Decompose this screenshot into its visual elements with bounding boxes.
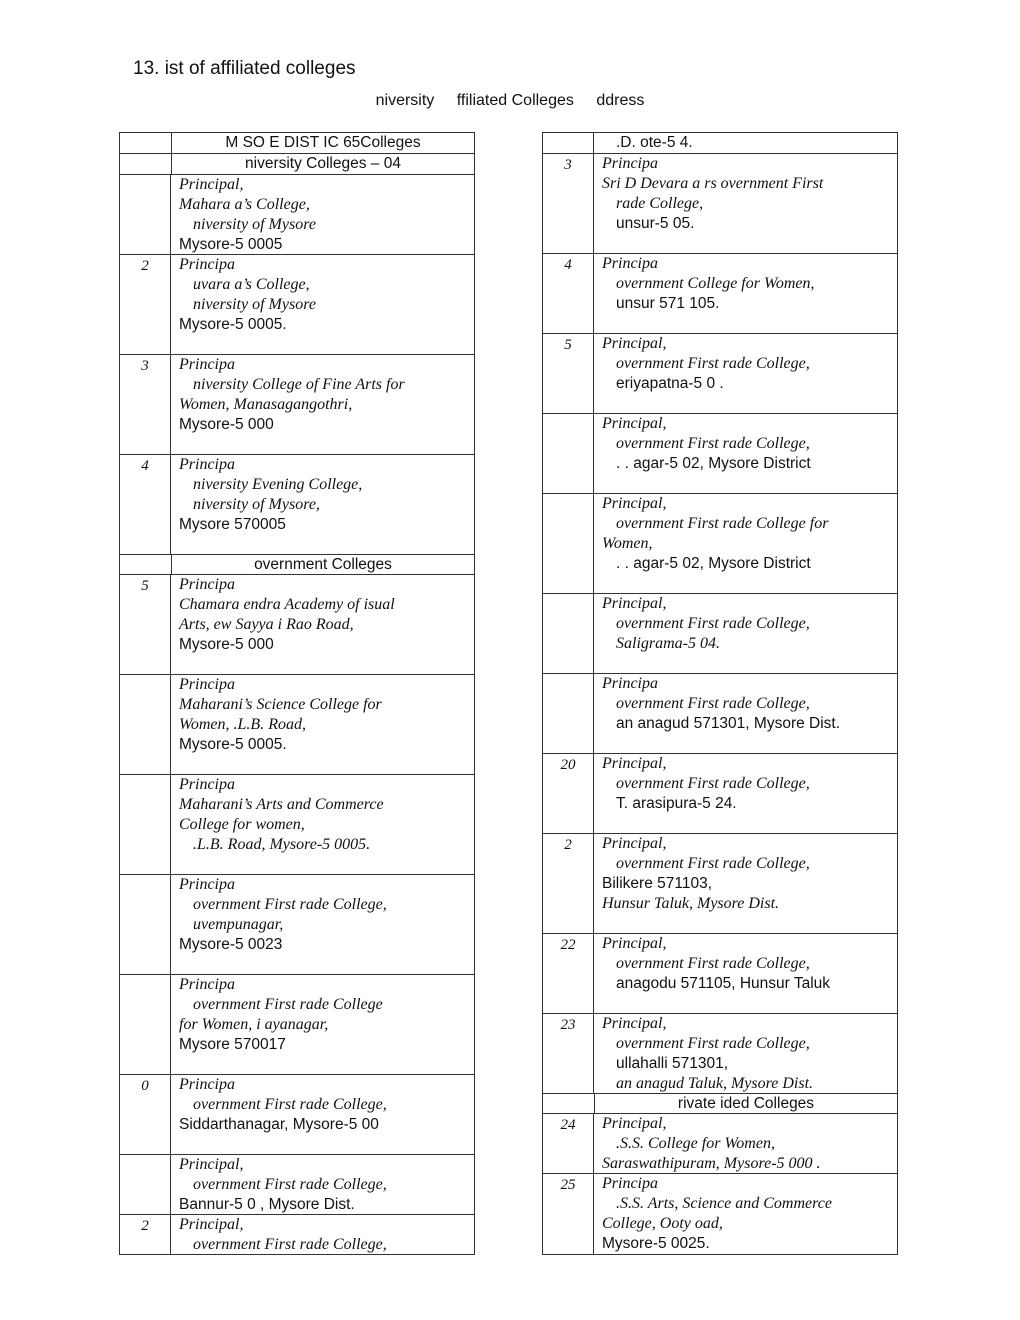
private-header-row <box>543 1094 897 1114</box>
address-line: Principa <box>179 456 235 473</box>
address-line: Saligrama-5 04. <box>616 635 720 652</box>
entry-address <box>179 255 474 335</box>
entry-number <box>543 594 594 673</box>
address-line: Mysore-5 0005 <box>179 236 283 253</box>
entry-number: 3 <box>543 154 594 253</box>
address-line: an anagud Taluk, Mysore Dist. <box>616 1075 814 1092</box>
entry-address <box>179 575 474 655</box>
address-line: Principal, <box>602 1115 667 1132</box>
address-line: Principa <box>602 1175 658 1192</box>
entry-number: 25 <box>543 1174 594 1254</box>
address-line: Principa <box>179 256 235 273</box>
college-entry <box>543 494 897 594</box>
entry-address <box>602 133 897 153</box>
entry-number: 22 <box>543 934 594 1013</box>
entry-number <box>543 133 594 153</box>
address-line: overnment First rade College, <box>193 896 387 913</box>
entry-address <box>602 494 897 574</box>
address-line: Principa <box>179 356 235 373</box>
entry-number: 4 <box>120 455 171 554</box>
college-entry <box>543 1014 897 1094</box>
entry-address <box>179 775 474 855</box>
college-entry <box>543 154 897 254</box>
right-college-table <box>542 132 898 1255</box>
college-entry <box>120 1155 474 1215</box>
address-line: Sri D Devara a rs overnment First <box>602 175 824 192</box>
college-entry <box>543 254 897 334</box>
address-line: niversity of Mysore <box>193 296 316 313</box>
address-line: Principal, <box>179 1216 244 1233</box>
address-line: Mysore-5 0023 <box>179 936 283 953</box>
address-line: overnment First rade College for <box>616 515 829 532</box>
address-line: Mysore-5 0005. <box>179 316 287 333</box>
entry-number: 23 <box>543 1014 594 1093</box>
address-line: overnment First rade College, <box>193 1096 387 1113</box>
entry-address <box>179 675 474 755</box>
entry-address <box>602 334 897 394</box>
address-line: overnment First rade College, <box>616 695 810 712</box>
entry-number <box>543 674 594 753</box>
entry-address <box>602 414 897 474</box>
college-entry <box>120 875 474 975</box>
private-aided-header: rivate ided Colleges <box>677 1095 815 1112</box>
university-header-row <box>120 154 474 175</box>
entry-address <box>602 594 897 654</box>
address-line: College, Ooty oad, <box>602 1215 723 1232</box>
address-line: niversity Evening College, <box>193 476 363 493</box>
entry-number <box>543 414 594 493</box>
address-line: Principal, <box>602 835 667 852</box>
entry-address <box>179 875 474 955</box>
entry-number: 4 <box>543 254 594 333</box>
entry-address <box>602 254 897 314</box>
address-line: Principa <box>179 876 235 893</box>
address-line: Principal, <box>602 415 667 432</box>
address-line: Maharani’s Science College for <box>179 696 382 713</box>
entry-number: 24 <box>543 1114 594 1173</box>
page-title: 13. ist of affiliated colleges <box>133 58 356 79</box>
address-line: overnment First rade College, <box>616 435 810 452</box>
government-header-row <box>120 555 474 575</box>
address-line: Mysore-5 000 <box>179 416 274 433</box>
address-line: overnment College for Women, <box>616 275 815 292</box>
address-line: .S.S. College for Women, <box>616 1135 775 1152</box>
address-line: T. arasipura-5 24. <box>616 795 737 812</box>
address-line: anagodu 571105, Hunsur Taluk <box>616 975 831 992</box>
address-line: . . agar-5 02, Mysore District <box>616 455 811 472</box>
address-line: Principal, <box>602 1015 667 1032</box>
address-line: niversity of Mysore, <box>193 496 320 513</box>
address-line: . . agar-5 02, Mysore District <box>616 555 811 572</box>
address-line: unsur 571 105. <box>616 295 720 312</box>
address-line: Principal, <box>179 176 244 193</box>
address-line: Mysore 570017 <box>179 1036 286 1053</box>
address-line: Principa <box>179 776 235 793</box>
address-line: Principa <box>602 155 658 172</box>
address-heading: ddress <box>596 92 645 109</box>
address-line: Principal, <box>602 755 667 772</box>
address-line: overnment First rade College, <box>616 775 810 792</box>
college-entry <box>120 455 474 555</box>
address-line: uvara a’s College, <box>193 276 310 293</box>
address-line: unsur-5 05. <box>616 215 695 232</box>
college-entry <box>543 834 897 934</box>
address-line: overnment First rade College, <box>616 615 810 632</box>
address-line: Principa <box>602 255 658 272</box>
address-line: Mysore 570005 <box>179 516 286 533</box>
university-colleges-header: niversity Colleges – 04 <box>245 155 401 172</box>
address-line: overnment First rade College, <box>616 355 810 372</box>
entry-address <box>179 455 474 535</box>
address-line: Principa <box>179 676 235 693</box>
entry-number <box>120 775 171 874</box>
entry-address <box>602 1114 897 1174</box>
address-line: niversity of Mysore <box>193 216 316 233</box>
college-entry <box>120 775 474 875</box>
college-entry <box>543 674 897 754</box>
address-line: eriyapatna-5 0 . <box>616 375 724 392</box>
entry-number <box>120 975 171 1074</box>
left-college-table <box>119 132 475 1255</box>
address-line: Principa <box>179 1076 235 1093</box>
entry-address <box>179 1075 474 1135</box>
entry-number <box>120 175 171 254</box>
entry-address <box>179 175 474 255</box>
entry-address <box>602 754 897 814</box>
district-header: M SO E DIST IC 65Colleges <box>225 134 421 151</box>
address-line: Mysore-5 000 <box>179 636 274 653</box>
address-line: Women, Manasagangothri, <box>179 396 353 413</box>
address-line: Chamara endra Academy of isual <box>179 596 395 613</box>
column-headings <box>0 92 1020 110</box>
address-line: Siddarthanagar, Mysore-5 00 <box>179 1116 379 1133</box>
entry-number: 3 <box>120 355 171 454</box>
college-entry <box>120 1075 474 1155</box>
entry-number: 20 <box>543 754 594 833</box>
address-line: overnment First rade College, <box>616 855 810 872</box>
address-line: Principa <box>179 576 235 593</box>
address-line: College for women, <box>179 816 305 833</box>
address-line: overnment First rade College, <box>193 1236 387 1253</box>
college-entry <box>543 334 897 414</box>
address-line: Principa <box>602 675 658 692</box>
entry-address <box>179 975 474 1055</box>
address-line: niversity College of Fine Arts for <box>193 376 405 393</box>
entry-address <box>179 1215 474 1255</box>
address-line: overnment First rade College, <box>616 1035 810 1052</box>
college-entry <box>543 1174 897 1254</box>
entry-number: 2 <box>120 255 171 354</box>
entry-number <box>120 675 171 774</box>
address-line: uvempunagar, <box>193 916 284 933</box>
college-entry <box>543 594 897 674</box>
address-line: overnment First rade College, <box>193 1176 387 1193</box>
address-line: overnment First rade College <box>193 996 383 1013</box>
college-entry <box>543 934 897 1014</box>
college-entry <box>543 1114 897 1174</box>
college-entry <box>543 754 897 834</box>
college-entry <box>120 675 474 775</box>
address-line: for Women, i ayanagar, <box>179 1016 329 1033</box>
address-line: Bannur-5 0 , Mysore Dist. <box>179 1196 355 1213</box>
address-line: Women, .L.B. Road, <box>179 716 306 733</box>
college-entry <box>120 175 474 255</box>
affiliated-colleges-heading: ffiliated Colleges <box>456 92 574 109</box>
college-entry <box>120 575 474 675</box>
entry-address <box>602 934 897 994</box>
address-line: Principal, <box>602 335 667 352</box>
entry-address <box>602 1174 897 1254</box>
address-line: Principal, <box>602 495 667 512</box>
college-entry <box>120 355 474 455</box>
address-line: an anagud 571301, Mysore Dist. <box>616 715 841 732</box>
entry-number: 0 <box>120 1075 171 1154</box>
address-line: Maharani’s Arts and Commerce <box>179 796 384 813</box>
entry-number: 2 <box>543 834 594 933</box>
government-colleges-header: overnment Colleges <box>254 556 392 573</box>
address-line: Arts, ew Sayya i Rao Road, <box>179 616 354 633</box>
college-entry <box>543 414 897 494</box>
entry-address <box>179 1155 474 1215</box>
entry-number: 5 <box>120 575 171 674</box>
entry-number <box>120 875 171 974</box>
entry-address <box>602 154 897 234</box>
address-line: .S.S. Arts, Science and Commerce <box>616 1195 832 1212</box>
address-line: overnment First rade College, <box>616 955 810 972</box>
entry-address <box>602 1014 897 1094</box>
entry-address <box>179 355 474 435</box>
address-line: Principal, <box>602 935 667 952</box>
college-entry <box>120 255 474 355</box>
address-line: Mysore-5 0005. <box>179 736 287 753</box>
address-line: Mysore-5 0025. <box>602 1235 710 1252</box>
entry-number: 2 <box>120 1215 171 1254</box>
university-heading: niversity <box>375 92 435 109</box>
address-line: Principa <box>179 976 235 993</box>
address-line: Principal, <box>602 595 667 612</box>
address-line: Hunsur Taluk, Mysore Dist. <box>602 895 780 912</box>
address-line: .L.B. Road, Mysore-5 0005. <box>193 836 371 853</box>
entry-address <box>602 674 897 734</box>
address-line: Bilikere 571103, <box>602 875 713 892</box>
address-line: ullahalli 571301, <box>616 1055 729 1072</box>
district-header-row <box>120 133 474 154</box>
college-entry <box>543 133 897 154</box>
entry-number <box>543 494 594 593</box>
entry-number <box>120 1155 171 1214</box>
college-entry <box>120 975 474 1075</box>
entry-address <box>602 834 897 914</box>
address-line: rade College, <box>616 195 704 212</box>
address-line: Saraswathipuram, Mysore-5 000 . <box>602 1155 821 1172</box>
college-entry <box>120 1215 474 1254</box>
address-line: Mahara a’s College, <box>179 196 310 213</box>
address-line: Principal, <box>179 1156 244 1173</box>
entry-number: 5 <box>543 334 594 413</box>
address-line: .D. ote-5 4. <box>616 134 693 151</box>
address-line: Women, <box>602 535 653 552</box>
